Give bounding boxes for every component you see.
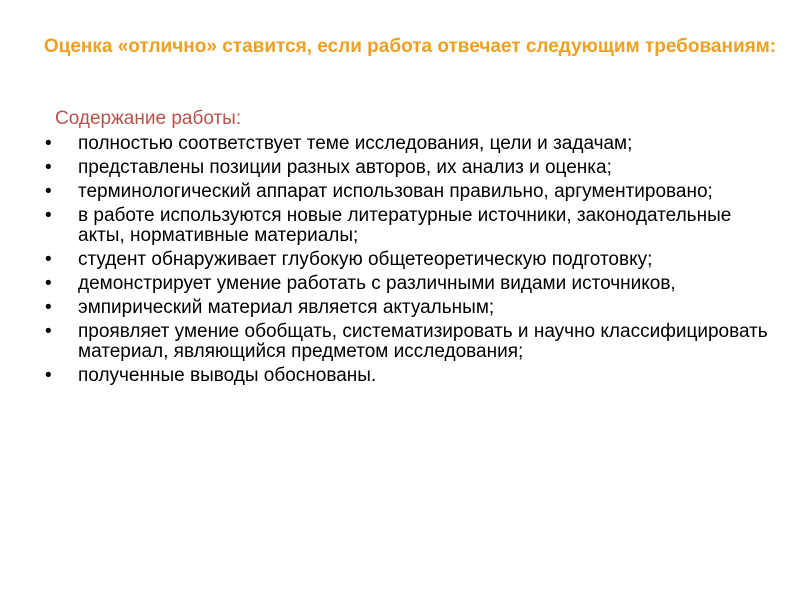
list-item-text: эмпирический материал является актуальным;	[78, 297, 495, 318]
list-item	[45, 322, 775, 362]
requirements-list	[45, 134, 775, 390]
list-item-text: полученные выводы обоснованы.	[78, 365, 377, 386]
bullet-icon: •	[45, 181, 52, 202]
list-item-text: представлены позиции разных авторов, их анализ и оценка;	[78, 157, 612, 178]
bullet-icon: •	[45, 273, 52, 294]
list-item	[45, 158, 775, 178]
list-item-text: демонстрирует умение работать с различными видами источников,	[78, 273, 676, 294]
list-item	[45, 366, 775, 386]
bullet-icon: •	[45, 365, 52, 386]
bullet-icon: •	[45, 157, 52, 178]
slide-title: Оценка «отлично» ставится, если работа отвечает следующим требованиям:	[43, 36, 777, 57]
section-label: Содержание работы:	[55, 108, 242, 129]
list-item-text: терминологический аппарат использован правильно, аргументировано;	[78, 181, 713, 202]
bullet-icon: •	[45, 297, 52, 318]
list-item	[45, 250, 775, 270]
bullet-icon: •	[45, 205, 52, 226]
list-item	[45, 298, 775, 318]
bullet-icon: •	[45, 133, 52, 154]
list-item	[45, 134, 775, 154]
list-item	[45, 182, 775, 202]
bullet-icon: •	[45, 321, 52, 342]
bullet-icon: •	[45, 249, 52, 270]
list-item-text: студент обнаруживает глубокую общетеоретическую подготовку;	[78, 249, 653, 270]
list-item	[45, 274, 775, 294]
list-item-text: проявляет умение обобщать, систематизировать и научно классифицировать материал, являющийся предметом исследования;	[78, 321, 768, 362]
list-item-text: полностью соответствует теме исследования, цели и задачам;	[78, 133, 633, 154]
list-item	[45, 206, 775, 246]
list-item-text: в работе используются новые литературные источники, законодательные акты, нормативные материалы;	[78, 205, 732, 246]
